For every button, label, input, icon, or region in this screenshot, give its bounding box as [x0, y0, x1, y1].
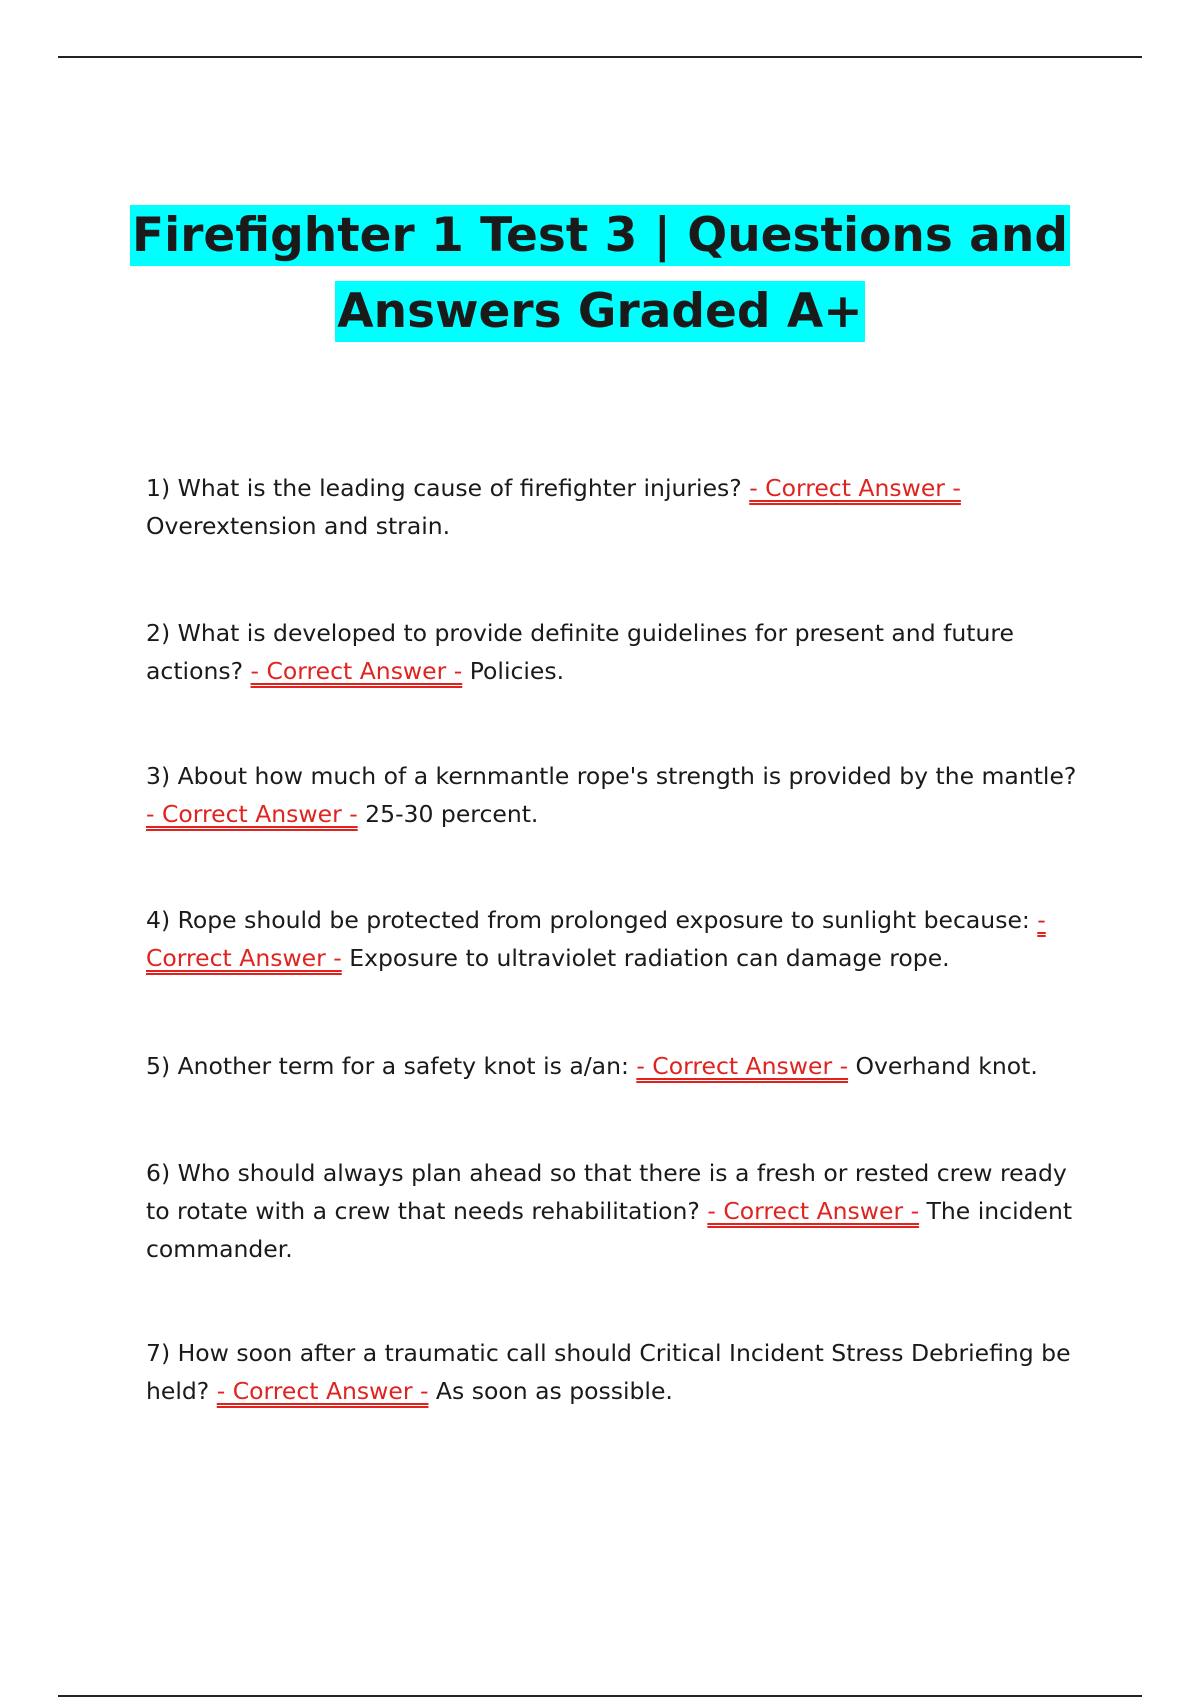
answer-text: Policies.: [462, 657, 565, 685]
question-text: 3) About how much of a kernmantle rope's strength is provided by the mantle?: [146, 762, 1077, 790]
correct-answer-marker: - Correct Answer -: [636, 1052, 849, 1080]
answer-text: Overextension and strain.: [146, 512, 451, 540]
correct-answer-marker: - Correct Answer -: [216, 1377, 429, 1405]
correct-answer-marker: - Correct Answer -: [146, 906, 1046, 972]
question-item: [146, 469, 1086, 545]
question-item: [146, 614, 1086, 690]
question-text: 4) Rope should be protected from prolonged exposure to sunlight because:: [146, 906, 1038, 934]
top-rule: [58, 56, 1142, 58]
correct-answer-marker: - Correct Answer -: [749, 474, 961, 502]
correct-answer-marker: - Correct Answer -: [146, 800, 358, 828]
question-item: [146, 1334, 1086, 1410]
question-text: 1) What is the leading cause of firefighter injuries?: [146, 474, 750, 502]
question-item: [146, 1154, 1086, 1268]
question-item: [146, 757, 1086, 833]
question-text: 5) Another term for a safety knot is a/an:: [146, 1052, 637, 1080]
question-item: [146, 1047, 1086, 1085]
answer-text: As soon as possible.: [428, 1377, 673, 1405]
question-item: [146, 901, 1086, 977]
question-text: 6) Who should always plan ahead so that there is a fresh or rested crew ready to rotate with a crew that needs rehabilitation?: [146, 1159, 1067, 1225]
bottom-rule: [58, 1695, 1142, 1697]
document-title: [0, 198, 1200, 350]
title-line-2: Answers Graded A+: [335, 281, 864, 342]
answer-text: The incident commander.: [146, 1197, 1073, 1263]
correct-answer-marker: - Correct Answer -: [707, 1197, 920, 1225]
answer-text: 25-30 percent.: [357, 800, 539, 828]
correct-answer-marker: - Correct Answer -: [250, 657, 463, 685]
answer-text: Overhand knot.: [848, 1052, 1038, 1080]
question-text: 2) What is developed to provide definite guidelines for present and future actions?: [146, 619, 1014, 685]
answer-text: Exposure to ultraviolet radiation can damage rope.: [341, 944, 950, 972]
question-text: 7) How soon after a traumatic call should Critical Incident Stress Debriefing be held?: [146, 1339, 1071, 1405]
title-line-1: Firefighter 1 Test 3 | Questions and: [130, 205, 1070, 266]
